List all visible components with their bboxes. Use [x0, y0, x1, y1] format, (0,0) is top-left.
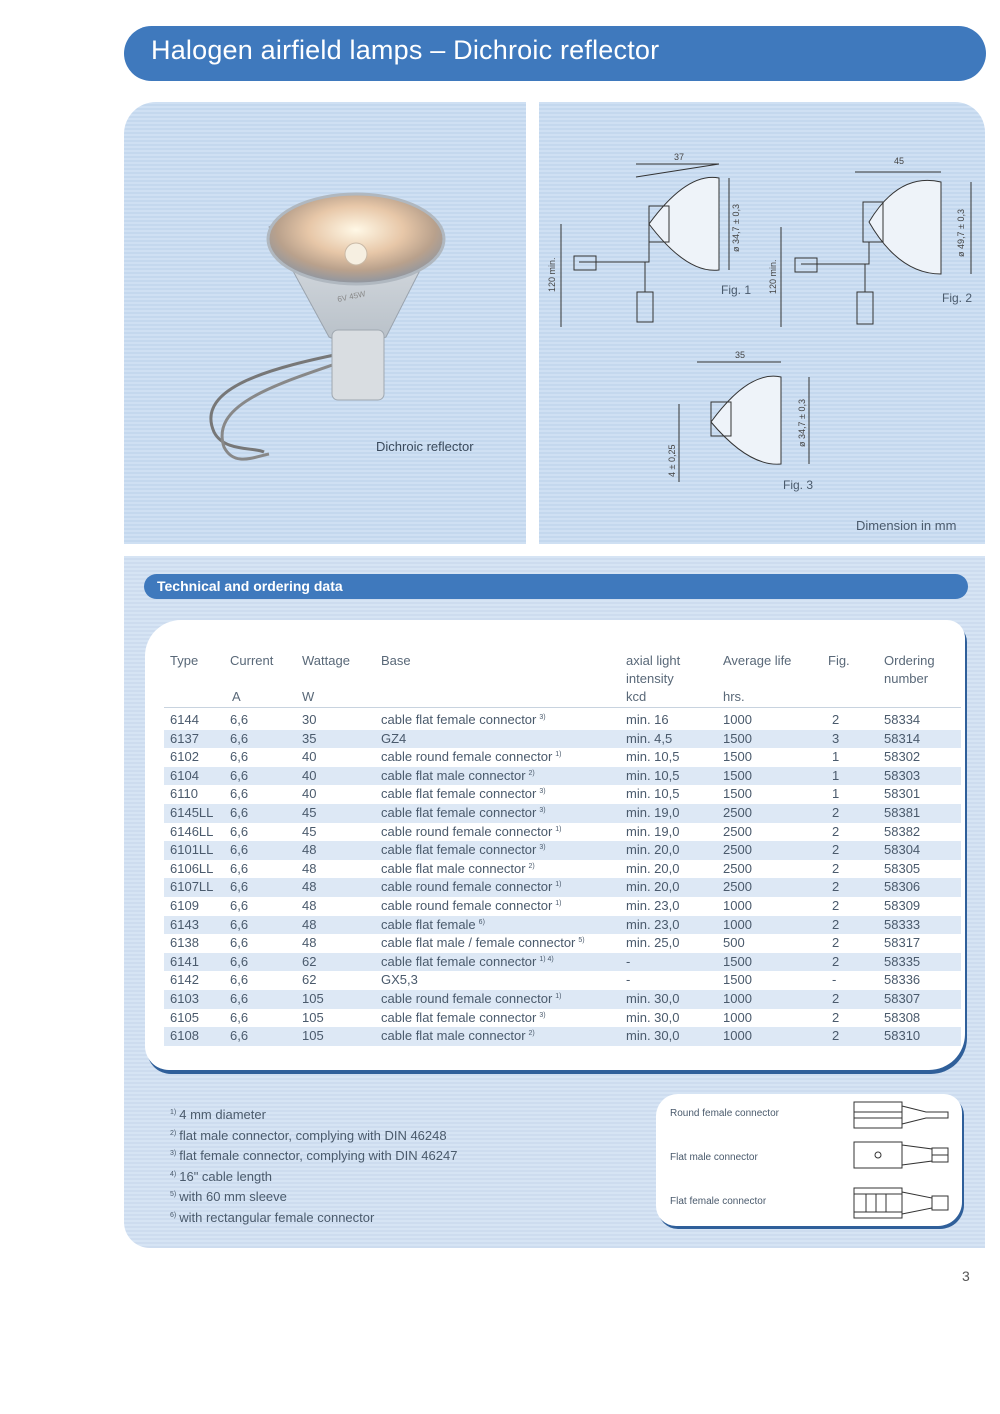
- cell-life: 1000: [723, 712, 752, 727]
- footnote-mark: 1): [170, 1109, 177, 1116]
- footnote-mark: 6): [170, 1211, 177, 1219]
- footnote: [170, 1166, 457, 1187]
- footnote-text: with rectangular female connector: [179, 1209, 375, 1225]
- cell-fig: -: [832, 972, 837, 988]
- cell-life: 1000: [723, 991, 752, 1006]
- cell-fig: 1: [832, 786, 840, 802]
- dimension-diagram-panel: [539, 102, 985, 544]
- cell-type: 6101LL: [170, 842, 214, 858]
- legend-round-female: Round female connector: [670, 1108, 779, 1119]
- cell-base: GZ4: [381, 730, 407, 746]
- flat-female-symbol: [854, 1188, 948, 1218]
- table-row: [164, 1027, 961, 1046]
- cell-base: cable round female connector $^{1)}$: [381, 823, 562, 839]
- cell-current: 6,6: [230, 805, 249, 820]
- cell-fig: 2: [832, 953, 840, 969]
- cell-current: 6,6: [230, 749, 249, 765]
- cell-wattage: 48: [302, 879, 317, 895]
- cell-fig: 2: [832, 712, 840, 727]
- cell-order: 58314: [884, 730, 921, 746]
- product-photo-panel: [124, 102, 526, 544]
- cell-footnote-mark: 1): [555, 751, 562, 759]
- fig2-diameter: ø 49,7 ± 0,3: [956, 209, 966, 257]
- cell-current: 6,6: [230, 1028, 249, 1044]
- cell-current: 6,6: [230, 860, 249, 876]
- cell-wattage: 105: [302, 1028, 324, 1044]
- cell-wattage: 62: [302, 953, 317, 969]
- cell-fig: 2: [832, 1009, 840, 1025]
- fig2-cable: 120 min.: [768, 259, 778, 294]
- footnote-text: 4 mm diameter: [179, 1107, 266, 1122]
- footnote: [170, 1145, 457, 1166]
- cell-footnote-mark: 1): [555, 900, 562, 907]
- page-number: 3: [962, 1268, 970, 1284]
- title-bar: [124, 26, 986, 81]
- fig1-width: 37: [674, 152, 685, 162]
- header-current: Current: [230, 653, 274, 668]
- table-row: [164, 730, 961, 749]
- cell-type: 6108: [170, 1028, 199, 1044]
- header-type: Type: [170, 653, 199, 668]
- legend-flat-female: Flat female connector: [670, 1196, 767, 1207]
- cell-base: cable flat male connector $^{2)}$: [381, 860, 535, 876]
- table-row: [164, 767, 961, 786]
- cell-base: cable round female connector $^{1)}$: [381, 898, 562, 913]
- cell-current: 6,6: [230, 991, 249, 1006]
- footnote-mark: 2): [170, 1129, 177, 1137]
- cell-order: 58333: [884, 916, 921, 932]
- fig1-drawing: [561, 164, 729, 327]
- cell-footnote-mark: 5): [578, 937, 585, 945]
- table-row: [164, 934, 961, 953]
- cell-fig: 1: [832, 767, 840, 783]
- cell-life: 2500: [723, 860, 752, 876]
- cell-base: cable flat female connector $^{1) 4)}$: [381, 953, 554, 969]
- cell-type: 6138: [170, 935, 199, 951]
- cell-footnote-mark: 2): [528, 769, 535, 777]
- cell-type: 6110: [170, 786, 198, 802]
- cell-base: cable flat female connector $^{3)}$: [381, 1009, 546, 1025]
- cell-wattage: 48: [302, 916, 317, 932]
- flat-male-symbol: [854, 1142, 948, 1168]
- cell-intensity: -: [626, 972, 631, 988]
- footnote-mark: 5): [170, 1191, 177, 1199]
- cell-type: 6104: [170, 767, 199, 783]
- cell-type: 6142: [170, 972, 199, 988]
- cell-wattage: 48: [302, 935, 317, 951]
- cell-fig: 1: [832, 749, 840, 765]
- cell-intensity: min. 19,0: [626, 805, 680, 820]
- footnote-mark: 4): [170, 1170, 177, 1178]
- cell-current: 6,6: [230, 730, 249, 746]
- cell-order: 58304: [884, 842, 921, 858]
- footnote-text: with 60 mm sleeve: [179, 1189, 287, 1205]
- cell-fig: 2: [832, 898, 840, 913]
- cell-base: cable flat female connector $^{3)}$: [381, 712, 546, 727]
- cell-current: 6,6: [230, 879, 249, 895]
- cell-intensity: -: [626, 953, 631, 969]
- dimension-drawings: [539, 102, 985, 544]
- footnote-text: flat female connector, complying with DIN 46247: [179, 1148, 458, 1164]
- cell-footnote-mark: 3): [539, 807, 546, 814]
- cell-order: 58335: [884, 953, 921, 969]
- cell-intensity: min. 23,0: [626, 916, 680, 932]
- table-row: [164, 990, 961, 1009]
- table-row: [164, 823, 961, 842]
- fig3-diameter: ø 34,7 ± 0,3: [797, 399, 807, 447]
- cell-base: cable flat male / female connector $^{5)}$: [381, 935, 585, 951]
- cell-fig: 2: [832, 879, 840, 895]
- cell-intensity: min. 20,0: [626, 879, 680, 895]
- cell-life: 1500: [723, 730, 752, 746]
- header-wattage-unit: W: [302, 689, 315, 704]
- cell-base: cable flat female $^{6)}$: [381, 916, 485, 932]
- cell-order: 58309: [884, 898, 921, 913]
- table-row: [164, 748, 961, 767]
- cell-type: 6105: [170, 1009, 199, 1025]
- cell-footnote-mark: 6): [478, 918, 485, 926]
- cell-order: 58381: [884, 805, 921, 820]
- header-current-unit: A: [232, 689, 241, 704]
- cell-intensity: min. 20,0: [626, 860, 680, 876]
- cell-type: 6102: [170, 749, 199, 765]
- fig3-label: Fig. 3: [783, 478, 814, 492]
- fig3-pin: 4 ± 0,25: [667, 444, 677, 477]
- fig3-width: 35: [735, 350, 746, 360]
- section-header: [144, 574, 968, 599]
- cell-life: 1000: [723, 1009, 752, 1025]
- header-wattage: Wattage: [302, 653, 350, 668]
- cell-intensity: min. 23,0: [626, 898, 680, 913]
- cell-fig: 2: [832, 805, 840, 820]
- cell-life: 1500: [723, 749, 752, 765]
- cell-type: 6107LL: [170, 879, 214, 895]
- cell-life: 1500: [723, 767, 752, 783]
- cell-fig: 2: [832, 860, 840, 876]
- cell-life: 1000: [723, 1028, 752, 1044]
- footnote: [170, 1125, 457, 1146]
- cell-fig: 2: [832, 823, 840, 839]
- cell-footnote-mark: 3): [539, 844, 546, 852]
- cell-footnote-mark: 3): [539, 788, 546, 796]
- footnote-text: flat male connector, complying with DIN 46248: [179, 1127, 447, 1143]
- cell-life: 1500: [723, 786, 752, 802]
- table-row: [164, 711, 961, 730]
- fig3-drawing: [679, 362, 809, 482]
- cell-fig: 2: [832, 935, 840, 951]
- cell-base: GX5,3: [381, 972, 418, 988]
- table-row: [164, 1009, 961, 1028]
- cell-wattage: 45: [302, 805, 317, 820]
- fig2-width: 45: [894, 156, 905, 166]
- cell-current: 6,6: [230, 953, 249, 969]
- cell-base: cable flat female connector $^{3)}$: [381, 786, 546, 802]
- cell-intensity: min. 10,5: [626, 786, 680, 802]
- cell-order: 58382: [884, 823, 921, 839]
- cell-current: 6,6: [230, 712, 249, 727]
- cell-intensity: min. 20,0: [626, 842, 680, 858]
- cell-fig: 2: [832, 916, 840, 932]
- svg-text:6V 45W: 6V 45W: [336, 289, 367, 304]
- table-row: [164, 860, 961, 879]
- cell-fig: 2: [832, 991, 840, 1006]
- header-ordering-1: Ordering: [884, 653, 935, 668]
- cell-type: 6141: [170, 953, 199, 969]
- footnote: [170, 1104, 457, 1125]
- cell-intensity: min. 25,0: [626, 935, 680, 951]
- cell-intensity: min. 16: [626, 712, 669, 727]
- header-life: Average life: [723, 653, 792, 668]
- section-title: Technical and ordering data: [157, 578, 343, 594]
- fig2-label: Fig. 2: [942, 291, 973, 305]
- cell-order: 58306: [884, 879, 921, 895]
- dimension-note: Dimension in mm: [856, 518, 957, 533]
- cell-footnote-mark: 3): [539, 714, 546, 721]
- cell-type: 6146LL: [170, 823, 214, 839]
- cell-wattage: 45: [302, 823, 317, 839]
- cell-order: 58301: [884, 786, 921, 802]
- cell-fig: 2: [832, 1028, 840, 1044]
- cell-order: 58302: [884, 749, 921, 765]
- round-female-symbol: [854, 1102, 948, 1128]
- cell-footnote-mark: 1): [555, 881, 562, 889]
- page-title: Halogen airfield lamps – Dichroic reflector: [151, 35, 660, 65]
- cell-base: cable round female connector $^{1)}$: [381, 991, 562, 1006]
- cell-base: cable flat female connector $^{3)}$: [381, 805, 546, 820]
- cell-life: 2500: [723, 805, 752, 820]
- fig1-cable: 120 min.: [547, 257, 557, 292]
- cell-current: 6,6: [230, 842, 249, 858]
- cell-type: 6144: [170, 712, 199, 727]
- cell-footnote-mark: 3): [539, 1011, 546, 1019]
- cell-footnote-mark: 2): [528, 1030, 535, 1038]
- cell-wattage: 40: [302, 749, 317, 765]
- cell-order: 58308: [884, 1009, 921, 1025]
- photo-caption: Dichroic reflector: [376, 439, 474, 454]
- table-row: [164, 897, 961, 916]
- cell-current: 6,6: [230, 786, 249, 802]
- header-ordering-2: number: [884, 671, 929, 686]
- cell-fig: 3: [832, 730, 840, 746]
- cell-intensity: min. 30,0: [626, 1028, 680, 1044]
- cell-current: 6,6: [230, 972, 249, 988]
- header-fig: Fig.: [828, 653, 850, 668]
- cell-type: 6137: [170, 730, 199, 746]
- table-row: [164, 804, 961, 823]
- header-intensity-1: axial light: [626, 653, 681, 668]
- cell-life: 1500: [723, 953, 752, 969]
- fig1-label: Fig. 1: [721, 283, 752, 297]
- cell-type: 6106LL: [170, 860, 214, 876]
- footnote-text: 16" cable length: [179, 1168, 273, 1184]
- cell-order: 58305: [884, 860, 921, 876]
- header-life-unit: hrs.: [723, 689, 745, 704]
- cell-wattage: 35: [302, 730, 317, 746]
- cell-current: 6,6: [230, 898, 249, 913]
- cell-current: 6,6: [230, 916, 249, 932]
- table-row: [164, 878, 961, 897]
- header-base: Base: [381, 653, 411, 668]
- cell-footnote-mark: 1): [555, 993, 562, 1000]
- cell-order: 58336: [884, 972, 921, 988]
- table-row: [164, 785, 961, 804]
- cell-order: 58317: [884, 935, 921, 951]
- cell-life: 500: [723, 935, 745, 951]
- header-divider: [164, 707, 961, 708]
- table-row: [164, 916, 961, 935]
- legend-flat-male: Flat male connector: [670, 1152, 758, 1163]
- cell-intensity: min. 30,0: [626, 1009, 680, 1025]
- cell-current: 6,6: [230, 935, 249, 951]
- footnotes: [170, 1104, 457, 1228]
- cell-base: cable flat male connector $^{2)}$: [381, 1028, 535, 1044]
- cell-footnote-mark: 1): [555, 825, 562, 833]
- cell-current: 6,6: [230, 1009, 249, 1025]
- fig1-diameter: ø 34,7 ± 0,3: [731, 204, 741, 252]
- cell-wattage: 30: [302, 712, 317, 727]
- cell-fig: 2: [832, 842, 840, 858]
- cell-wattage: 48: [302, 842, 317, 858]
- cell-wattage: 48: [302, 860, 317, 876]
- cell-wattage: 105: [302, 1009, 324, 1025]
- cell-type: 6143: [170, 916, 199, 932]
- table-row: [164, 841, 961, 860]
- cell-order: 58310: [884, 1028, 921, 1044]
- footnote-mark: 3): [170, 1150, 177, 1158]
- cell-life: 2500: [723, 879, 752, 895]
- footnote: [170, 1207, 457, 1228]
- lamp-photo: [124, 102, 526, 544]
- cell-current: 6,6: [230, 767, 249, 783]
- connector-legend: [656, 1094, 962, 1226]
- cell-order: 58307: [884, 991, 921, 1006]
- header-intensity-unit: kcd: [626, 689, 647, 704]
- cell-base: cable round female connector $^{1)}$: [381, 749, 562, 765]
- cell-current: 6,6: [230, 823, 249, 839]
- cell-footnote-mark: 2): [528, 862, 535, 870]
- header-intensity-2: intensity: [626, 671, 674, 686]
- cell-intensity: min. 10,5: [626, 767, 680, 783]
- cell-life: 1000: [723, 916, 752, 932]
- cell-intensity: min. 30,0: [626, 991, 680, 1006]
- cell-life: 1000: [723, 898, 752, 913]
- cell-base: cable flat male connector $^{2)}$: [381, 767, 535, 783]
- cell-intensity: min. 10,5: [626, 749, 680, 765]
- cell-order: 58334: [884, 712, 921, 727]
- cell-wattage: 62: [302, 972, 317, 988]
- cell-base: cable round female connector $^{1)}$: [381, 879, 562, 895]
- cell-life: 2500: [723, 823, 752, 839]
- cell-wattage: 40: [302, 786, 317, 802]
- cell-base: cable flat female connector $^{3)}$: [381, 842, 546, 858]
- cell-wattage: 105: [302, 991, 324, 1006]
- cell-type: 6145LL: [170, 805, 214, 820]
- table-row: [164, 971, 961, 990]
- footnote: [170, 1186, 457, 1207]
- cell-footnote-mark: 1) 4): [539, 955, 554, 963]
- cell-life: 1500: [723, 972, 752, 988]
- cell-order: 58303: [884, 767, 921, 783]
- cell-intensity: min. 4,5: [626, 730, 673, 746]
- cell-type: 6103: [170, 991, 199, 1006]
- connector-symbols: [656, 1094, 962, 1226]
- table-row: [164, 953, 961, 972]
- cell-wattage: 48: [302, 898, 317, 913]
- cell-wattage: 40: [302, 767, 317, 783]
- cell-type: 6109: [170, 898, 199, 913]
- cell-intensity: min. 19,0: [626, 823, 680, 839]
- cell-life: 2500: [723, 842, 752, 858]
